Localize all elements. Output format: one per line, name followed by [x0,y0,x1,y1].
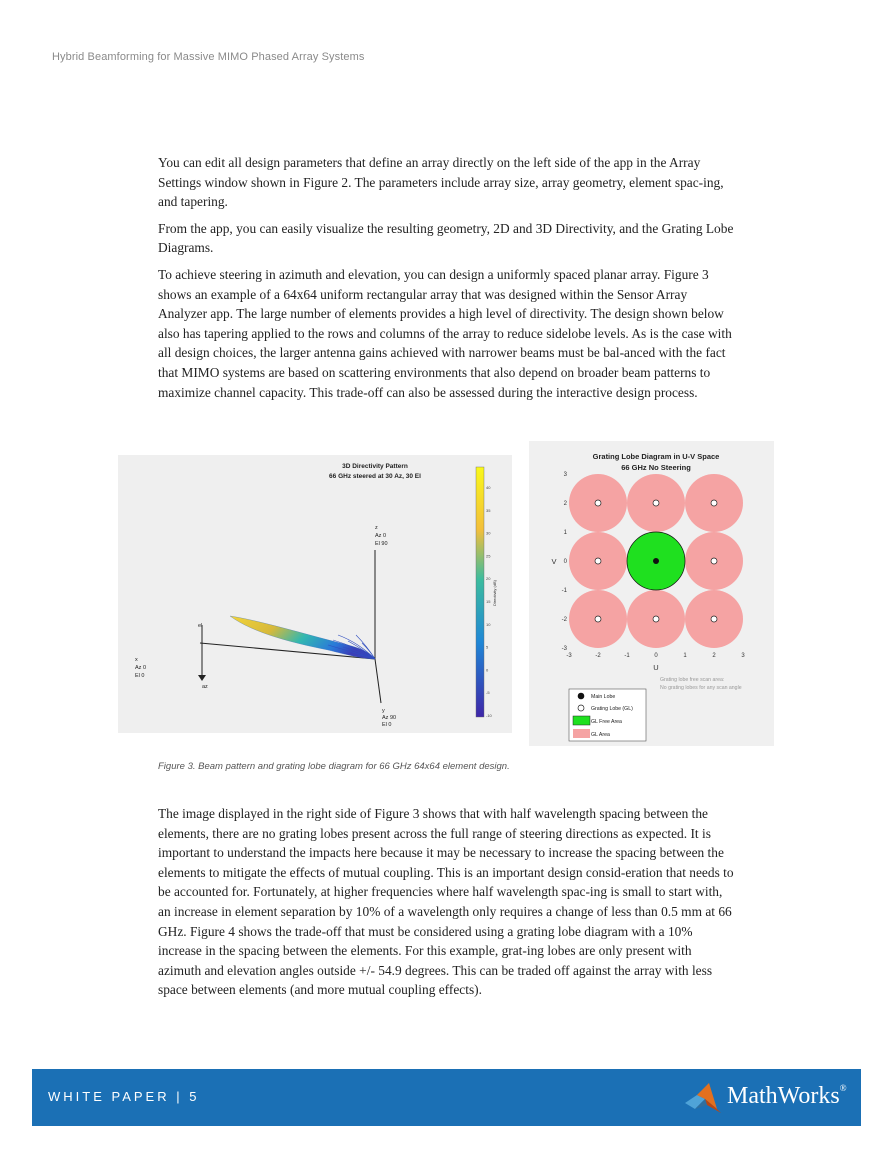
grating-lobe-marker [711,558,717,564]
grating-lobe-marker [653,616,659,622]
u-tick-label: 1 [683,653,687,659]
grating-lobe-plot [529,441,774,746]
v-tick-label: -1 [561,588,567,594]
v-tick-label: 1 [563,530,567,536]
directivity-plot [118,455,512,733]
paragraph: The image displayed in the right side of Figure 3 shows that with half wavelength spacing between the elements, there are no grating lobes present across the full range of steering directions as expected. It is important to understand the impacts here because it may be necessary to increase the spacing between the elements to mitigate the effects of mutual coupling. This is an important design consid-eration that needs to be accounted for. Fortunately, at higher frequencies where half wavelength spac-ing is small to start with, an increase in element separation by 10% of a wavelength only requires a change of less than 0.5 mm at 66 GHz. Figure 4 shows the trade-off that must be considered using a grating lobe diagram with a 10% increase in the spacing between the elements. For this example, grat-ing lobes are only present with azimuth and elevation angles outside +/- 54.9 degrees. This can be traded off against the array with less space between elements (and more mutual coupling effects). [158,806,734,998]
u-axis-label: U [653,663,659,672]
colorbar-tick-label: 20 [486,576,491,582]
scan-note-line2: No grating lobes for any scan angle [660,685,742,691]
y-axis-az: Az 90 [382,715,397,721]
grating-lobe-figure [529,441,774,746]
v-tick-label: -2 [561,617,567,623]
grating-lobe-legend-marker [578,705,584,711]
main-lobe-marker [653,558,659,564]
axis-arrow [198,675,206,681]
v-tick-label: 3 [563,472,567,478]
colorbar-tick-label: 30 [486,530,491,536]
x-axis-label: x [135,657,138,663]
figure-caption: Figure 3. Beam pattern and grating lobe diagram for 66 GHz 64x64 element design. [158,761,510,772]
v-tick-label: 2 [563,501,567,507]
brand-name: MathWorks [727,1083,840,1109]
colorbar-tick-label: 0 [486,667,489,673]
colorbar-tick-label: 15 [486,599,491,604]
gl-free-legend-swatch [573,716,590,725]
body-text-bottom [158,804,736,1007]
u-tick-label: -2 [595,653,601,659]
u-tick-label: -1 [624,653,630,659]
el-label: el [198,623,203,629]
z-axis-az: Az 0 [375,533,387,539]
footer-brand [727,1083,847,1110]
u-axis-ticks [566,653,745,659]
y-axis-el: El 0 [382,722,392,728]
y-axis [375,659,381,703]
grating-lobe-marker [711,616,717,622]
y-axis-label: y [382,708,385,714]
legend-gl-area: GL Area [591,732,610,738]
legend-gl-free-area: GL Free Area [591,719,622,725]
footer-label: WHITE PAPER | 5 [48,1089,200,1104]
z-axis-label: z [375,525,378,531]
grating-lobe-marker [653,500,659,506]
colorbar-tick-label: 10 [486,621,491,627]
grating-lobe-marker [711,500,717,506]
v-axis-label: V [551,557,557,566]
x-axis-az: Az 0 [135,665,147,671]
colorbar-tick-label: 25 [486,553,491,559]
paragraph: To achieve steering in azimuth and elevation, you can design a uniformly spaced planar array. Figure 3 shows an example of a 64x64 uniform rectangular array that was designed within the Sensor Array Analyzer app. The large number of elements provides a high level of directivity. The design shown below also has tapering applied to the rows and columns of the array to reduce sidelobe levels. As is the case with all design choices, the larger antenna gains achieved with narrower beams must be bal-anced with the fact that MIMO systems are based on scattering environments that also depend on broader beam patterns to maximize channel capacity. This trade-off can also be assessed during the interactive design process. [158,266,732,400]
running-title: Hybrid Beamforming for Massive MIMO Phased Array Systems [52,51,365,63]
colorbar-tick-label: 35 [486,507,491,513]
grating-lobe-marker [595,616,601,622]
gl-area-legend-swatch [573,729,590,738]
colorbar [476,467,484,717]
main-lobe-legend-marker [578,693,585,700]
colorbar-tick-label: 5 [486,644,489,650]
scan-note-line1: Grating lobe free scan area: [660,677,725,683]
paragraph: You can edit all design parameters that define an array directly on the left side of the app in the Array Settings window shown in Figure 2. The parameters include array size, array geometry, element spac-ing, and tapering. [158,155,724,210]
body-text-top [158,153,736,409]
az-label: az [202,684,208,690]
legend-grating-lobe: Grating Lobe (GL) [591,706,633,712]
paragraph: From the app, you can easily visualize the resulting geometry, 2D and 3D Directivity, and the Grating Lobe Diagrams. [158,220,734,256]
plot-title-line1: 3D Directivity Pattern [342,463,408,470]
plot-title-line2: 66 GHz steered at 30 Az, 30 El [329,473,421,480]
directivity-figure [118,455,512,733]
u-tick-label: 2 [712,653,716,659]
grating-lobe-marker [595,558,601,564]
gl-legend [569,689,646,741]
x-axis-el: El 0 [135,673,145,679]
brand-mark: ® [839,1083,847,1093]
gl-title-line1: Grating Lobe Diagram in U-V Space [592,452,720,461]
v-tick-label: -3 [561,646,567,652]
mathworks-logo-icon [683,1081,723,1115]
colorbar-tick-label: -10 [486,713,492,718]
u-tick-label: -3 [566,653,572,659]
z-axis-el: El 90 [375,541,388,547]
u-tick-label: 0 [654,653,658,659]
colorbar-tick-label: -5 [486,690,490,696]
v-axis-ticks [562,472,568,652]
v-tick-label: 0 [563,559,567,565]
footer-bar [32,1069,861,1126]
colorbar-tick-label: 40 [486,485,491,490]
u-tick-label: 3 [741,653,745,659]
legend-main-lobe: Main Lobe [591,694,616,700]
grating-lobe-marker [595,500,601,506]
gl-title-line2: 66 GHz No Steering [621,463,691,472]
colorbar-label: Directivity (dB) [492,579,497,607]
